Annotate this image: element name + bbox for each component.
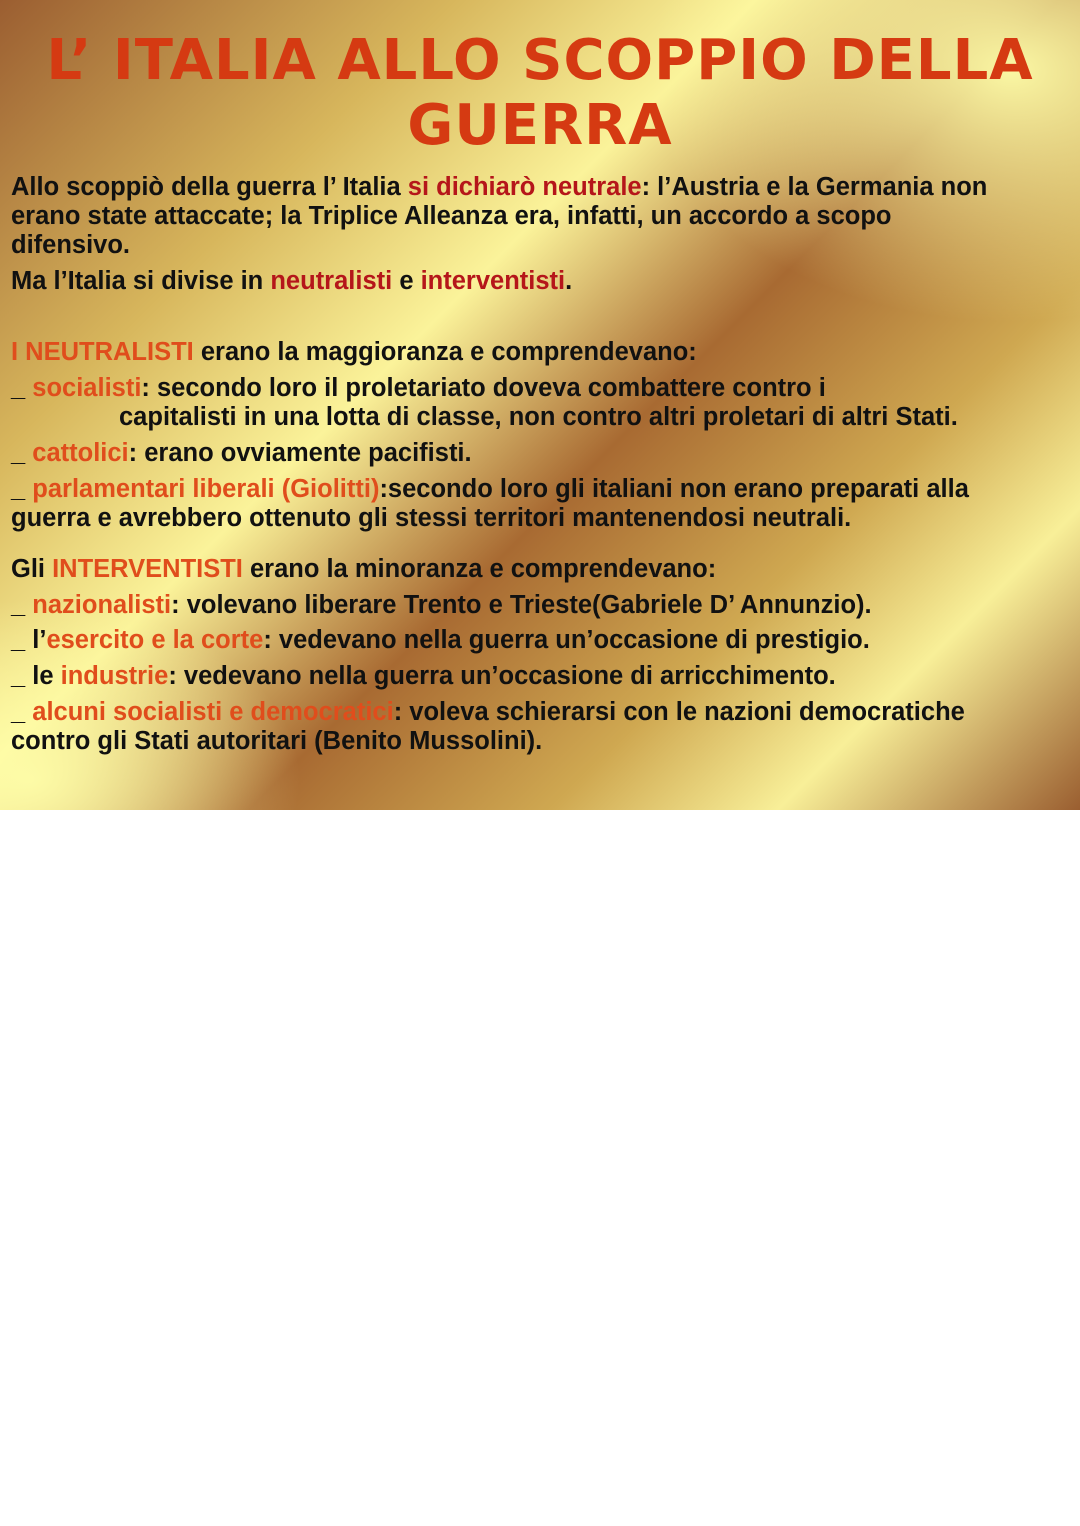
list-dash: _: [11, 475, 33, 503]
page-title-line-2: GUERRA: [407, 93, 673, 158]
list-item-text: : vedevano nella guerra un’occasione di arricchimento.: [168, 662, 836, 690]
list-item: [11, 374, 826, 403]
list-item: [11, 475, 969, 504]
highlight-interventisti: interventisti: [420, 267, 566, 295]
list-item-continuation: capitalisti in una lotta di classe, non contro altri proletari di altri Stati.: [119, 403, 958, 431]
list-dash: _ le: [11, 662, 61, 690]
list-item: [11, 662, 836, 691]
list-dash: _ l’: [11, 626, 47, 654]
intro-text: : l’Austria e la Germania non: [641, 173, 988, 201]
neutralisti-heading-text: erano la maggioranza e comprendevano:: [193, 338, 697, 366]
list-item-label: socialisti: [32, 374, 142, 402]
list-item-label: nazionalisti: [32, 591, 172, 619]
list-item: [11, 591, 872, 620]
list-item-continuation: guerra e avrebbero ottenuto gli stessi territori mantenendosi neutrali.: [11, 504, 852, 532]
intro-line-4: [11, 267, 572, 296]
interventisti-heading-text: erano la minoranza e comprendevano:: [242, 555, 717, 583]
list-item-text: : voleva schierarsi con le nazioni democratiche: [393, 698, 965, 726]
list-item-text: : volevano liberare Trento e Trieste(Gabriele D’ Annunzio).: [171, 591, 872, 619]
list-item-label: industrie: [60, 662, 169, 690]
page-title-line-1: L’ ITALIA ALLO SCOPPIO DELLA: [46, 28, 1034, 93]
interventisti-label: INTERVENTISTI: [52, 555, 243, 583]
list-dash: _: [11, 374, 33, 402]
list-item-text: : secondo loro il proletariato doveva combattere contro i: [141, 374, 826, 402]
intro-text: e: [392, 267, 421, 295]
list-dash: _: [11, 698, 33, 726]
list-item-text: : vedevano nella guerra un’occasione di prestigio.: [263, 626, 870, 654]
list-dash: _: [11, 591, 33, 619]
list-item-label: alcuni socialisti e democratici: [32, 698, 394, 726]
interventisti-heading-text: Gli: [11, 555, 53, 583]
list-item-label: esercito e la corte: [46, 626, 264, 654]
list-item-text: :secondo loro gli italiani non erano preparati alla: [379, 475, 969, 503]
intro-text: .: [565, 267, 573, 295]
intro-text: Ma l’Italia si divise in: [11, 267, 271, 295]
interventisti-heading: [11, 555, 716, 584]
highlight-neutralisti: neutralisti: [270, 267, 393, 295]
list-item-label: parlamentari liberali (Giolitti): [32, 475, 380, 503]
list-item-continuation: contro gli Stati autoritari (Benito Mussolini).: [11, 727, 543, 755]
list-item-text: : erano ovviamente pacifisti.: [128, 439, 472, 467]
intro-text: Allo scoppiò della guerra l’ Italia: [11, 173, 408, 201]
neutralisti-heading: [11, 338, 697, 367]
intro-line-3: difensivo.: [11, 231, 131, 259]
list-item: [11, 439, 472, 468]
list-item: [11, 698, 965, 727]
neutralisti-label: I NEUTRALISTI: [11, 338, 194, 366]
list-item-label: cattolici: [32, 439, 129, 467]
intro-line-1: [11, 173, 987, 202]
intro-line-2: erano state attaccate; la Triplice Alleanza era, infatti, un accordo a scopo: [11, 202, 892, 230]
list-dash: _: [11, 439, 33, 467]
list-item: [11, 626, 870, 655]
intro-highlight-neutrale: si dichiarò neutrale: [407, 173, 642, 201]
